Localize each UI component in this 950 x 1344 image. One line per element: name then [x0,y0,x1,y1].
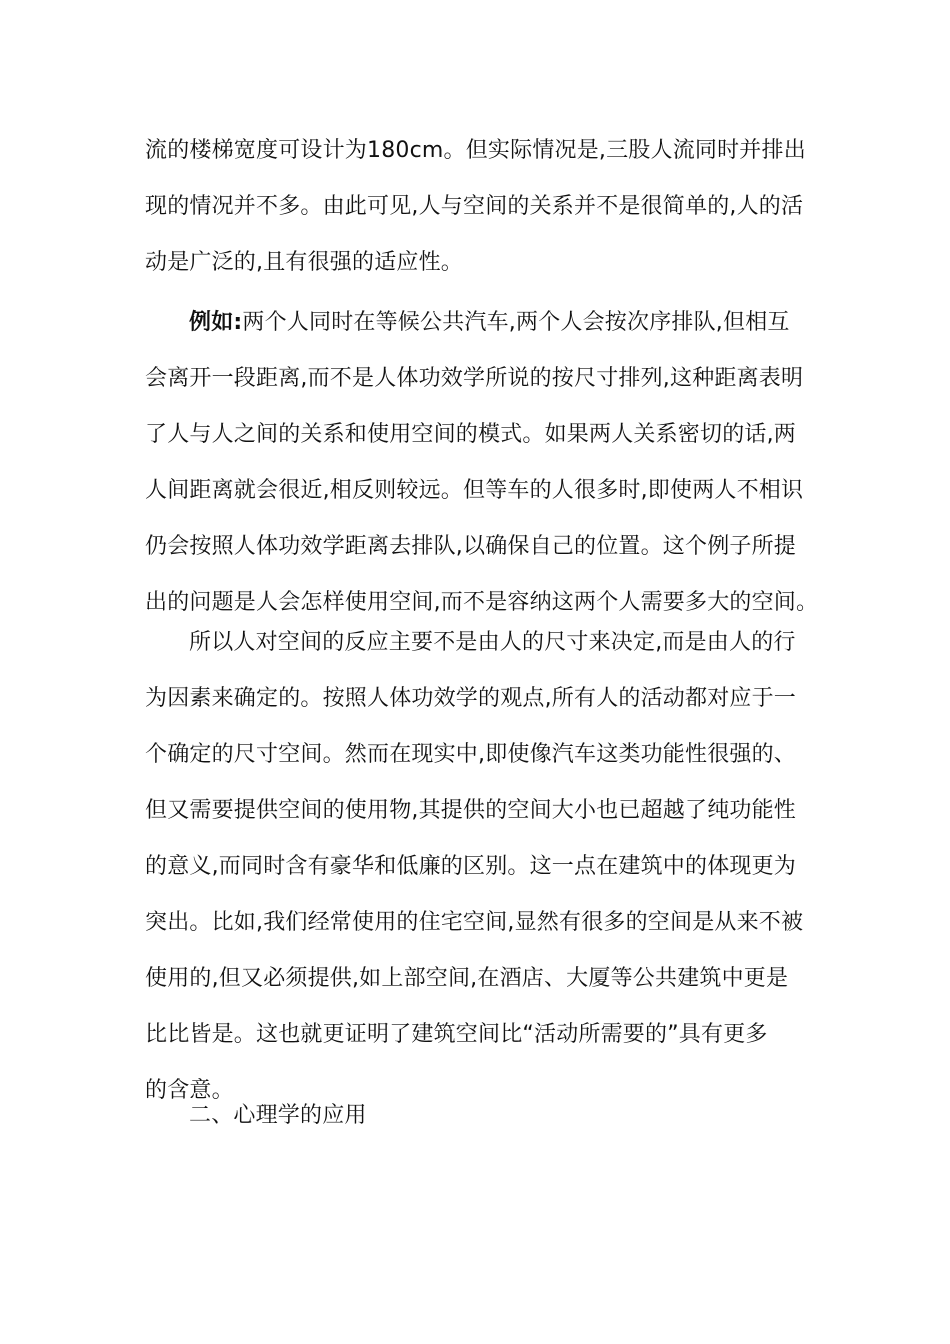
paragraph-2-line-3: 了人与人之间的关系和使用空间的模式。如果两人关系密切的话,两 [145,422,796,447]
paragraph-2-line-5: 仍会按照人体功效学距离去排队,以确保自己的位置。这个例子所提 [145,534,796,559]
paragraph-3-line-8: 比比皆是。这也就更证明了建筑空间比“活动所需要的”具有更多 [145,1022,768,1047]
section-heading [145,1088,815,1144]
paragraph-3-line-6: 突出。比如,我们经常使用的住宅空间,显然有很多的空间是从来不被 [145,910,804,935]
section-heading-text: 二、心理学的应用 [189,1103,367,1128]
paragraph-2-line-1-text: 两个人同时在等候公共汽车,两个人会按次序排队,但相互 [242,310,790,335]
paragraph-1 [145,123,815,291]
paragraph-2-line-4: 人间距离就会很近,相反则较远。但等车的人很多时,即使两人不相识 [145,478,804,503]
paragraph-2-line-2: 会离开一段距离,而不是人体功效学所说的按尺寸排列,这种距离表明 [145,366,804,391]
paragraph-3-line-2: 为因素来确定的。按照人体功效学的观点,所有人的活动都对应于一 [145,686,796,711]
paragraph-2-line-1 [145,295,815,351]
paragraph-1-line-1: 流的楼梯宽度可设计为180cm。但实际情况是,三股人流同时并排出 [145,138,806,163]
paragraph-3-line-7: 使用的,但又必须提供,如上部空间,在酒店、大厦等公共建筑中更是 [145,966,789,991]
paragraph-3-line-5: 的意义,而同时含有豪华和低廉的区别。这一点在建筑中的体现更为 [145,854,796,879]
paragraph-2-line-6: 出的问题是人会怎样使用空间,而不是容纳这两个人需要多大的空间。 [145,590,819,615]
paragraph-3 [145,615,815,1119]
paragraph-3-line-9: 的含意。 [145,1078,234,1103]
paragraph-2 [145,295,819,631]
paragraph-3-line-3: 个确定的尺寸空间。然而在现实中,即使像汽车这类功能性很强的、 [145,742,796,767]
paragraph-1-line-3: 动是广泛的,且有很强的适应性。 [145,250,463,275]
paragraph-1-line-2: 现的情况并不多。由此可见,人与空间的关系并不是很简单的,人的活 [145,194,804,219]
paragraph-2-lead: 例如: [189,310,243,335]
paragraph-3-line-1: 所以人对空间的反应主要不是由人的尺寸来决定,而是由人的行 [189,630,796,655]
paragraph-3-line-4: 但又需要提供空间的使用物,其提供的空间大小也已超越了纯功能性 [145,798,796,823]
